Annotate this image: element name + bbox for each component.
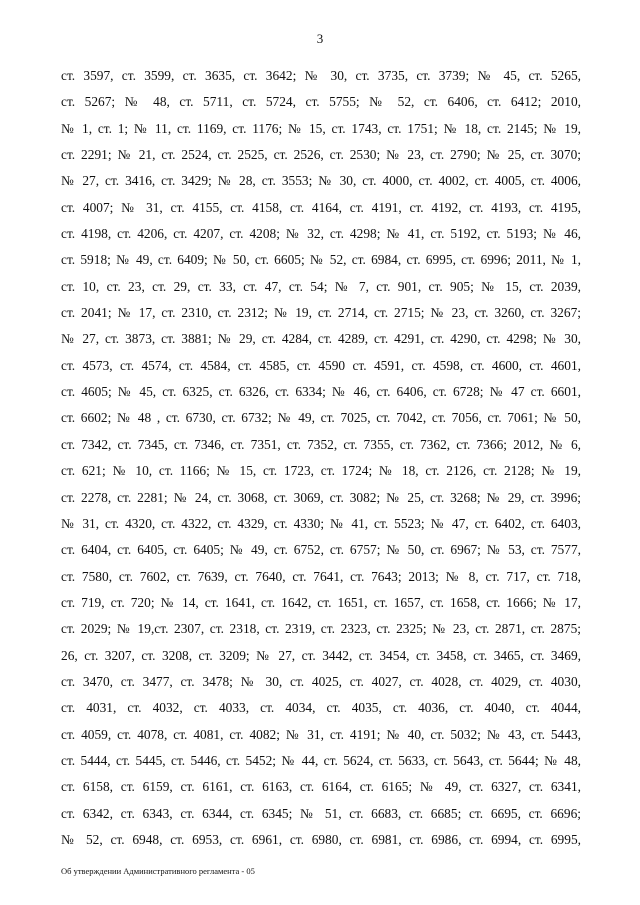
text-line: ст. 2041; № 17, ст. 2310, ст. 2312; № 19, ст. 2714, ст. 2715; № 23, ст. 3260, ст. 3267;: [61, 305, 581, 321]
text-line: № 27, ст. 3873, ст. 3881; № 29, ст. 4284, ст. 4289, ст. 4291, ст. 4290, ст. 4298; № 30,: [61, 331, 581, 347]
body-text: [61, 63, 581, 853]
text-line: 26, ст. 3207, ст. 3208, ст. 3209; № 27, ст. 3442, ст. 3454, ст. 3458, ст. 3465, ст. 3469,: [61, 647, 581, 663]
text-line: ст. 621; № 10, ст. 1166; № 15, ст. 1723, ст. 1724; № 18, ст. 2126, ст. 2128; № 19,: [61, 463, 581, 479]
text-line: ст. 719, ст. 720; № 14, ст. 1641, ст. 1642, ст. 1651, ст. 1657, ст. 1658, ст. 1666; № 17,: [61, 594, 581, 610]
text-line: ст. 2291; № 21, ст. 2524, ст. 2525, ст. 2526, ст. 2530; № 23, ст. 2790; № 25, ст. 3070;: [61, 147, 581, 163]
text-line: ст. 2029; № 19,ст. 2307, ст. 2318, ст. 2319, ст. 2323, ст. 2325; № 23, ст. 2871, ст. 2875;: [61, 621, 581, 637]
text-line: ст. 4605; № 45, ст. 6325, ст. 6326, ст. 6334; № 46, ст. 6406, ст. 6728; № 47 ст. 6601,: [61, 384, 581, 400]
text-line: ст. 5918; № 49, ст. 6409; № 50, ст. 6605; № 52, ст. 6984, ст. 6995, ст. 6996; 2011, № 1,: [61, 252, 581, 268]
text-line: ст. 6342, ст. 6343, ст. 6344, ст. 6345; № 51, ст. 6683, ст. 6685; ст. 6695, ст. 6696;: [61, 805, 581, 821]
text-line: ст. 7342, ст. 7345, ст. 7346, ст. 7351, ст. 7352, ст. 7355, ст. 7362, ст. 7366; 2012, № 6,: [61, 436, 581, 452]
text-line: ст. 2278, ст. 2281; № 24, ст. 3068, ст. 3069, ст. 3082; № 25, ст. 3268; № 29, ст. 3996;: [61, 489, 581, 505]
text-line: ст. 4007; № 31, ст. 4155, ст. 4158, ст. 4164, ст. 4191, ст. 4192, ст. 4193, ст. 4195,: [61, 199, 581, 215]
text-line: ст. 3470, ст. 3477, ст. 3478; № 30, ст. 4025, ст. 4027, ст. 4028, ст. 4029, ст. 4030,: [61, 673, 581, 689]
footer-document-title: Об утверждении Административного регламента - 05: [61, 866, 255, 876]
text-line: ст. 5444, ст. 5445, ст. 5446, ст. 5452; № 44, ст. 5624, ст. 5633, ст. 5643, ст. 5644; № 48,: [61, 752, 581, 768]
text-line: ст. 4031, ст. 4032, ст. 4033, ст. 4034, ст. 4035, ст. 4036, ст. 4040, ст. 4044,: [61, 700, 581, 716]
text-line: № 31, ст. 4320, ст. 4322, ст. 4329, ст. 4330; № 41, ст. 5523; № 47, ст. 6402, ст. 6403,: [61, 515, 581, 531]
text-line: ст. 6602; № 48 , ст. 6730, ст. 6732; № 49, ст. 7025, ст. 7042, ст. 7056, ст. 7061; № 50,: [61, 410, 581, 426]
text-line: ст. 6158, ст. 6159, ст. 6161, ст. 6163, ст. 6164, ст. 6165; № 49, ст. 6327, ст. 6341,: [61, 779, 581, 795]
text-line: ст. 10, ст. 23, ст. 29, ст. 33, ст. 47, ст. 54; № 7, ст. 901, ст. 905; № 15, ст. 2039,: [61, 278, 581, 294]
text-line: ст. 7580, ст. 7602, ст. 7639, ст. 7640, ст. 7641, ст. 7643; 2013; № 8, ст. 717, ст. 718,: [61, 568, 581, 584]
text-line: ст. 5267; № 48, ст. 5711, ст. 5724, ст. 5755; № 52, ст. 6406, ст. 6412; 2010,: [61, 94, 581, 110]
text-line: № 52, ст. 6948, ст. 6953, ст. 6961, ст. 6980, ст. 6981, ст. 6986, ст. 6994, ст. 6995,: [61, 831, 581, 847]
text-line: ст. 4573, ст. 4574, ст. 4584, ст. 4585, ст. 4590 ст. 4591, ст. 4598, ст. 4600, ст. 4601,: [61, 357, 581, 373]
text-line: № 27, ст. 3416, ст. 3429; № 28, ст. 3553; № 30, ст. 4000, ст. 4002, ст. 4005, ст. 4006,: [61, 173, 581, 189]
text-line: ст. 4198, ст. 4206, ст. 4207, ст. 4208; № 32, ст. 4298; № 41, ст. 5192, ст. 5193; № 46,: [61, 226, 581, 242]
text-line: ст. 3597, ст. 3599, ст. 3635, ст. 3642; № 30, ст. 3735, ст. 3739; № 45, ст. 5265,: [61, 68, 581, 83]
page-number: 3: [316, 31, 324, 46]
text-line: ст. 6404, ст. 6405, ст. 6405; № 49, ст. 6752, ст. 6757; № 50, ст. 6967; № 53, ст. 7577,: [61, 542, 581, 558]
text-line: ст. 4059, ст. 4078, ст. 4081, ст. 4082; № 31, ст. 4191; № 40, ст. 5032; № 43, ст. 5443,: [61, 726, 581, 742]
text-line: № 1, ст. 1; № 11, ст. 1169, ст. 1176; № 15, ст. 1743, ст. 1751; № 18, ст. 2145; № 19,: [61, 120, 581, 136]
